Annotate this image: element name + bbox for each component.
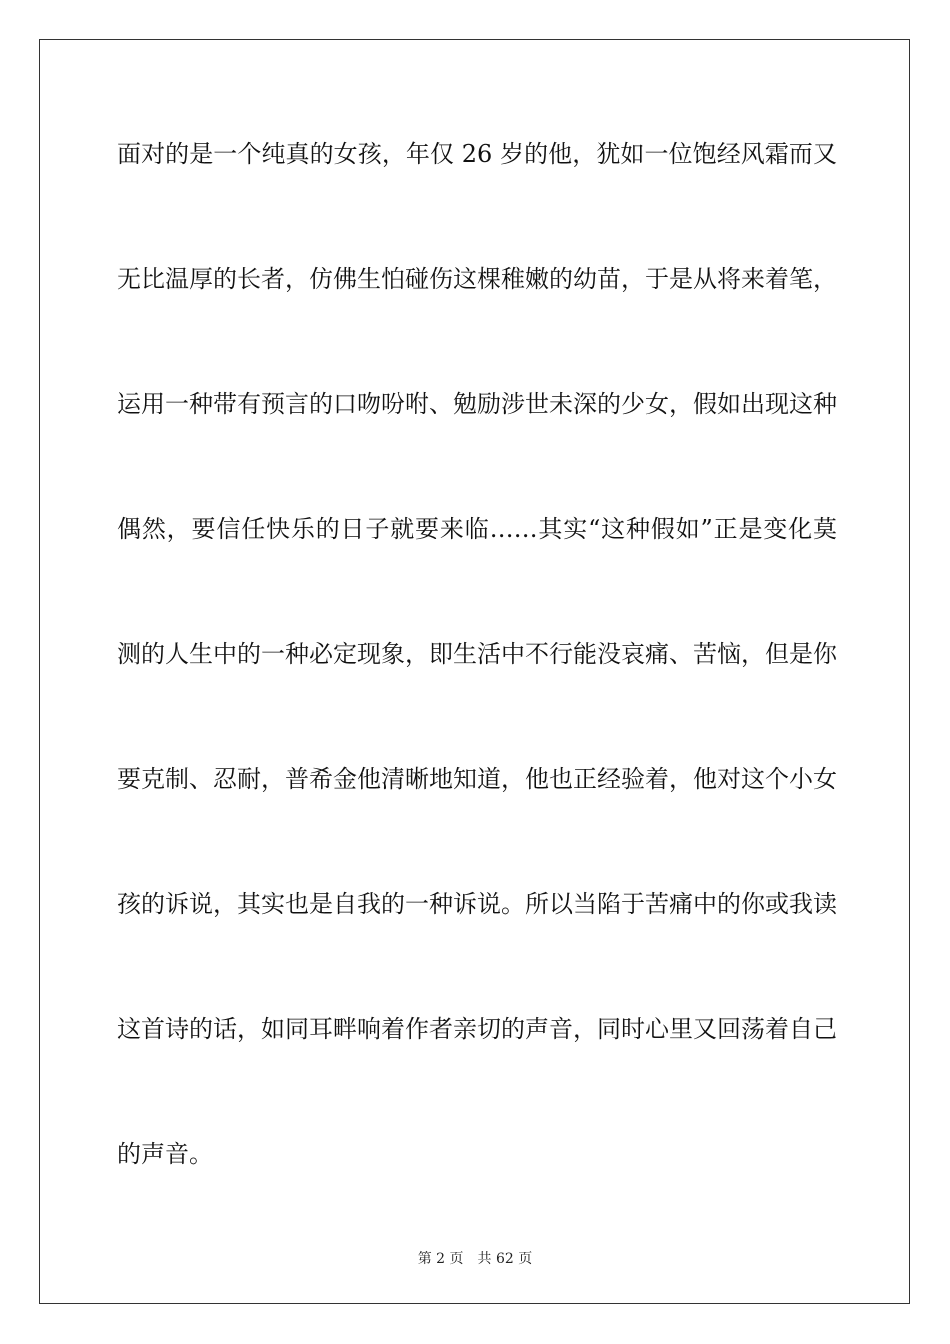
text-line: 要克制、忍耐，普希金他清晰地知道，他也正经验着，他对这个小女 (117, 765, 837, 793)
text-line: 孩的诉说，其实也是自我的一种诉说。所以当陷于苦痛中的你或我读 (117, 890, 837, 918)
text-line: 偶然，要信任快乐的日子就要来临……其实“这种假如”正是变化莫 (117, 515, 837, 543)
page-footer (0, 1248, 950, 1268)
text-line: 的声音。 (117, 1140, 213, 1168)
page-number: 第 2 页 (417, 1251, 464, 1267)
text-line: 运用一种带有预言的口吻吩咐、勉励涉世未深的少女，假如出现这种 (117, 390, 837, 418)
total-pages: 共 62 页 (477, 1251, 533, 1267)
text-line: 面对的是一个纯真的女孩，年仅 26 岁的他，犹如一位饱经风霜而又 (117, 140, 837, 168)
text-line: 这首诗的话，如同耳畔响着作者亲切的声音，同时心里又回荡着自己 (117, 1015, 837, 1043)
body-text (117, 124, 837, 1249)
text-line: 测的人生中的一种必定现象，即生活中不行能没哀痛、苦恼，但是你 (117, 640, 837, 668)
text-line: 无比温厚的长者，仿佛生怕碰伤这棵稚嫩的幼苗，于是从将来着笔， (117, 265, 837, 293)
